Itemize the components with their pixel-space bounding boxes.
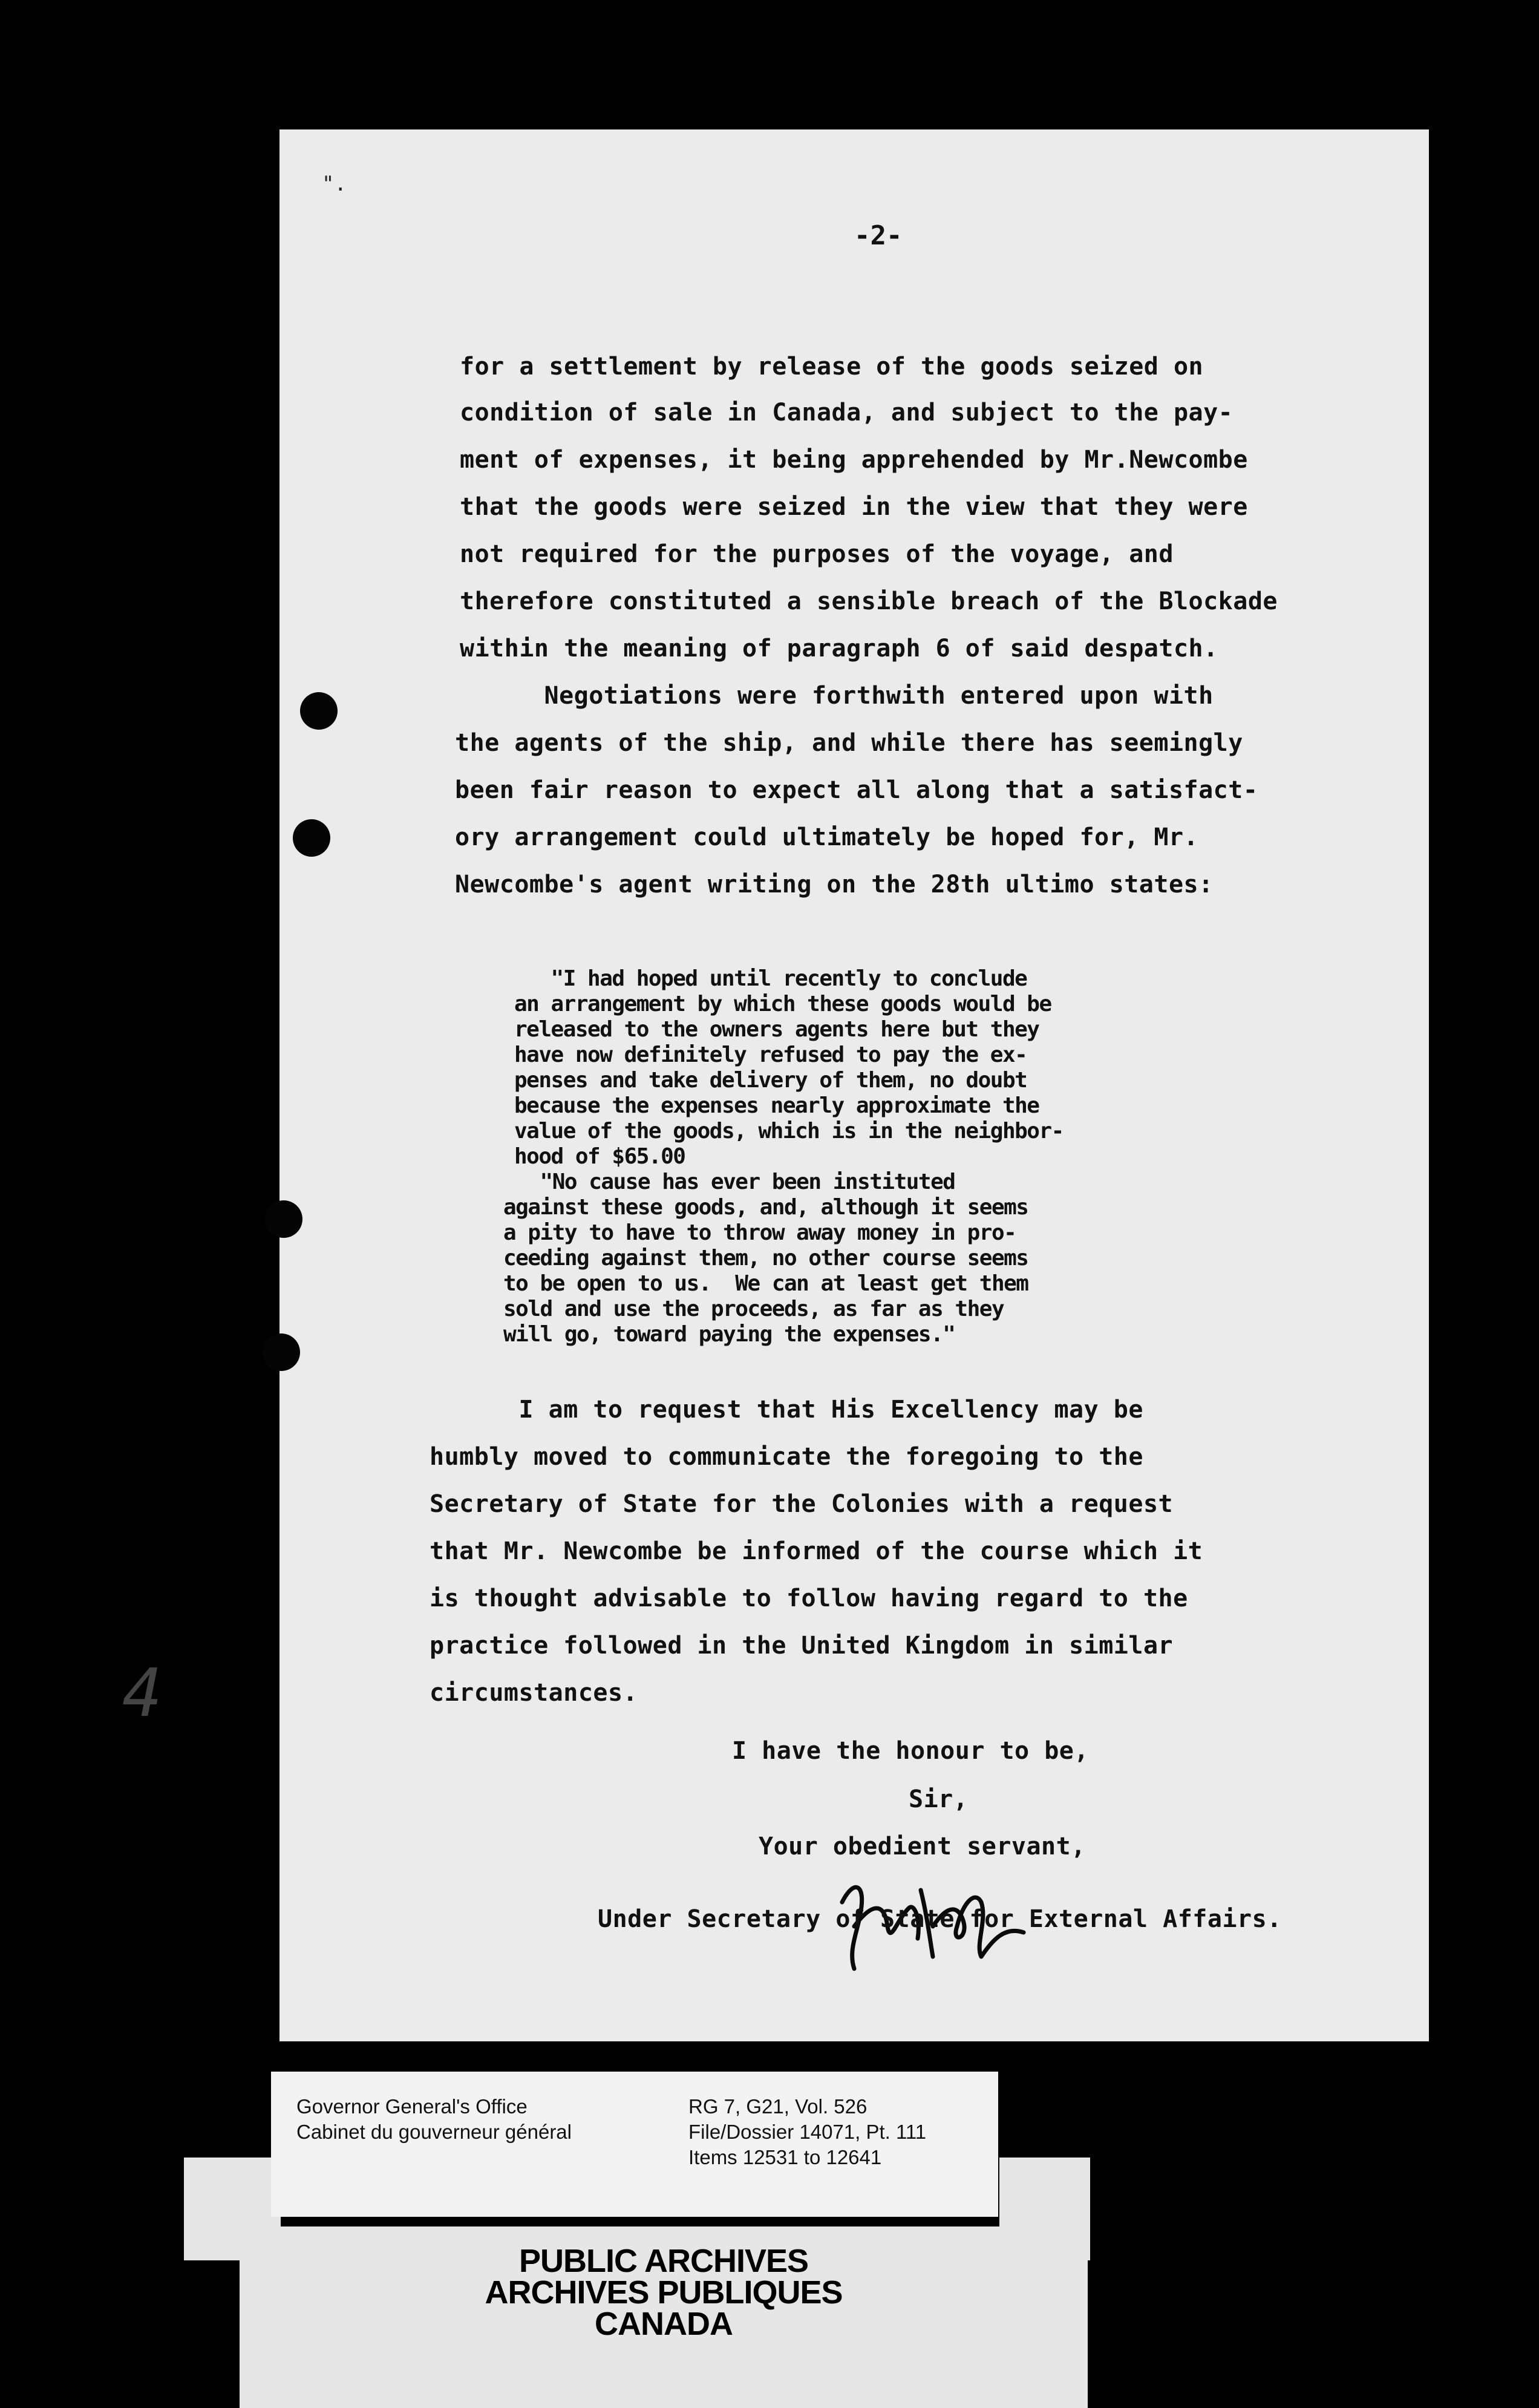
archive-office-fr: Cabinet du gouverneur général <box>296 2121 572 2143</box>
quote-line: against these goods, and, although it seems <box>503 1195 1028 1220</box>
paragraph3-line: that Mr. Newcombe be informed of the course which it <box>430 1537 1203 1565</box>
quote-line: penses and take delivery of them, no doubt <box>514 1068 1027 1093</box>
quote-line: because the expenses nearly approximate the <box>514 1093 1039 1118</box>
punch-hole-3 <box>265 1200 302 1238</box>
paragraph3-line: practice followed in the United Kingdom in similar <box>430 1632 1174 1660</box>
paragraph3-line: I am to request that His Excellency may be <box>430 1396 1143 1424</box>
quote-line: hood of $65.00 <box>514 1144 685 1169</box>
quote-line: released to the owners agents here but they <box>514 1017 1039 1042</box>
paragraph2-line: Newcombe's agent writing on the 28th ultimo states: <box>455 871 1214 898</box>
archive-ref: RG 7, G21, Vol. 526 <box>688 2095 868 2118</box>
paragraph2-line: the agents of the ship, and while there has seemingly <box>455 729 1243 757</box>
quote-line: value of the goods, which is in the neighbor- <box>514 1119 1064 1143</box>
paragraph1-line: for a settlement by release of the goods seized on <box>460 353 1204 381</box>
quote-line: an arrangement by which these goods would be <box>514 992 1051 1016</box>
paragraph1-line: condition of sale in Canada, and subject to the pay- <box>460 399 1233 427</box>
quote-line: to be open to us. We can at least get them <box>503 1271 1028 1296</box>
paragraph1-line: within the meaning of paragraph 6 of said despatch. <box>460 635 1218 663</box>
closing-sir: Sir, <box>909 1785 969 1813</box>
page-number: -2- <box>854 220 903 251</box>
punch-hole-1 <box>300 692 338 730</box>
paragraph2-line: ory arrangement could ultimately be hoped for, Mr. <box>455 823 1199 851</box>
archive-stamp <box>240 2226 1088 2408</box>
document-page <box>122 129 1429 2041</box>
paragraph3-line: is thought advisable to follow having regard to the <box>430 1585 1188 1612</box>
punch-hole-2 <box>293 819 330 857</box>
paragraph1-line: ment of expenses, it being apprehended by Mr.Newcombe <box>460 446 1248 474</box>
archive-office-en: Governor General's Office <box>296 2095 528 2118</box>
paragraph1-line: therefore constituted a sensible breach of the Blockade <box>460 587 1278 615</box>
paragraph2-line: been fair reason to expect all along that a satisfact- <box>455 776 1258 804</box>
paragraph1-line: not required for the purposes of the voyage, and <box>460 540 1174 568</box>
paragraph1-line: that the goods were seized in the view that they were <box>460 493 1248 521</box>
closing-honour: I have the honour to be, <box>732 1737 1089 1765</box>
quote-line: "I had hoped until recently to conclude <box>514 966 1027 991</box>
paragraph3-line: Secretary of State for the Colonies with a request <box>430 1490 1174 1518</box>
paragraph3-line: humbly moved to communicate the foregoing to the <box>430 1443 1143 1471</box>
top-corner-mark: ". <box>322 172 347 196</box>
quote-line: sold and use the proceeds, as far as they <box>503 1297 1004 1321</box>
quote-line: ceeding against them, no other course seems <box>503 1246 1028 1271</box>
archive-items: Items 12531 to 12641 <box>688 2146 882 2168</box>
stamp-line-2: ARCHIVES PUBLIQUES <box>485 2274 843 2311</box>
archive-file: File/Dossier 14071, Pt. 111 <box>688 2121 927 2143</box>
quote-line: have now definitely refused to pay the ex- <box>514 1042 1027 1067</box>
paragraph2-line: Negotiations were forthwith entered upon with <box>455 682 1214 710</box>
quote-line: a pity to have to throw away money in pro- <box>503 1220 1016 1245</box>
archive-reference-label <box>271 2072 998 2217</box>
side-handwritten-mark: 4 <box>122 1654 163 1732</box>
closing-servant: Your obedient servant, <box>759 1833 1086 1860</box>
quote-line: will go, toward paying the expenses." <box>503 1322 955 1347</box>
stamp-line-1: PUBLIC ARCHIVES <box>518 2243 809 2279</box>
paragraph3-line: circumstances. <box>430 1679 638 1707</box>
closing-title: Under Secretary of State for External Affairs. <box>598 1905 1282 1933</box>
punch-hole-4 <box>263 1333 300 1371</box>
stamp-line-3: CANADA <box>595 2306 733 2342</box>
quote-line: "No cause has ever been instituted <box>503 1170 955 1194</box>
